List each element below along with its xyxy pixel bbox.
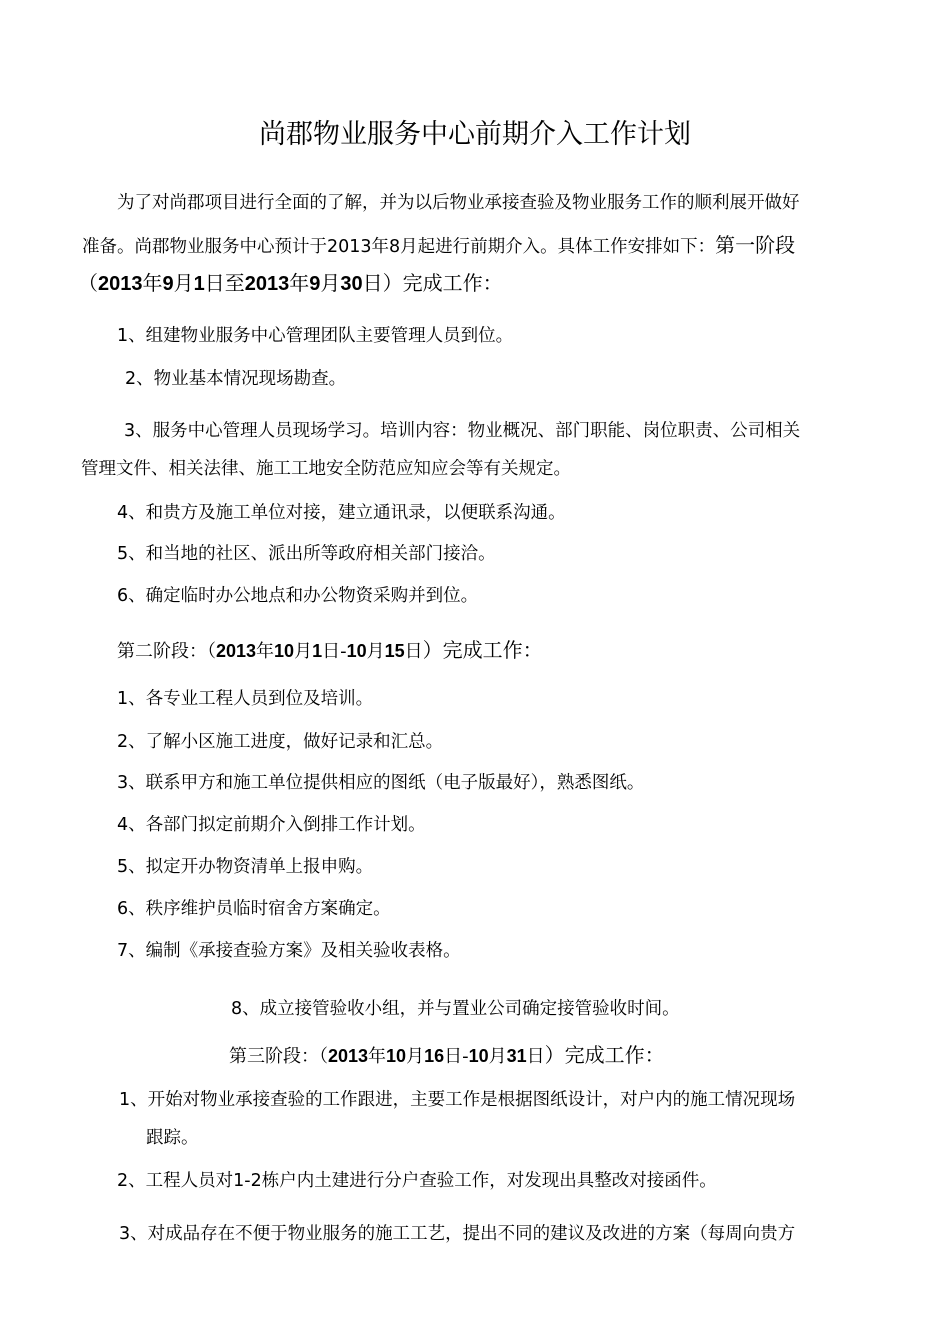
stage3-end-day: 31 bbox=[506, 1046, 527, 1066]
stage2-year-unit: 年 bbox=[256, 641, 275, 662]
stage1-item-3: 3、服务中心管理人员现场学习。培训内容：物业概况、部门职能、岗位职责、公司相关 bbox=[124, 421, 801, 441]
stage2-end-month: 10 bbox=[346, 641, 367, 661]
stage2-item-7: 7、编制《承接查验方案》及相关验收表格。 bbox=[117, 941, 461, 961]
stage3-month-unit-2: 月 bbox=[488, 1046, 507, 1067]
stage1-item-1: 1、组建物业服务中心管理团队主要管理人员到位。 bbox=[117, 326, 514, 346]
stage1-year-unit-2: 年 bbox=[289, 271, 310, 295]
stage1-year-unit-1: 年 bbox=[142, 271, 163, 295]
stage1-item-5: 5、和当地的社区、派出所等政府相关部门接洽。 bbox=[117, 544, 496, 564]
intro-line-2 bbox=[82, 235, 795, 257]
intro-line-2-text: 准备。尚郡物业服务中心预计于2013年8月起进行前期介入。具体工作安排如下： bbox=[82, 237, 716, 257]
stage3-item-3: 3、对成品存在不便于物业服务的施工工艺，提出不同的建议及改进的方案（每周向贵方 bbox=[119, 1224, 796, 1244]
stage1-day-unit-1: 日至 bbox=[204, 271, 245, 295]
stage1-month-unit-2: 月 bbox=[320, 271, 341, 295]
document-title: 尚郡物业服务中心前期介入工作计划 bbox=[259, 119, 691, 150]
stage1-end-day: 30 bbox=[340, 273, 363, 295]
stage2-start-day: 1 bbox=[312, 641, 323, 661]
stage1-end-year: 2013 bbox=[244, 273, 290, 295]
stage1-start-day: 1 bbox=[193, 273, 205, 295]
stage1-month-unit-1: 月 bbox=[173, 271, 194, 295]
stage3-month-unit-1: 月 bbox=[406, 1046, 425, 1067]
stage3-day-unit-2: 日 bbox=[526, 1046, 545, 1067]
stage3-start-month: 10 bbox=[386, 1046, 407, 1066]
stage2-day-unit-2: 日 bbox=[404, 641, 423, 662]
stage2-label: 第二阶段：（ bbox=[117, 641, 216, 662]
stage1-end-month: 9 bbox=[309, 273, 321, 295]
stage3-item-1-cont: 跟踪。 bbox=[146, 1128, 199, 1148]
stage3-year-unit: 年 bbox=[368, 1046, 387, 1067]
stage2-start-month: 10 bbox=[274, 641, 295, 661]
stage2-item-8: 8、成立接管验收小组，并与置业公司确定接管验收时间。 bbox=[231, 999, 680, 1019]
stage3-end-month: 10 bbox=[468, 1046, 489, 1066]
stage2-item-6: 6、秩序维护员临时宿舍方案确定。 bbox=[117, 899, 391, 919]
stage1-item-3-cont: 管理文件、相关法律、施工工地安全防范应知应会等有关规定。 bbox=[81, 459, 571, 479]
stage2-item-5: 5、拟定开办物资清单上报申购。 bbox=[117, 857, 374, 877]
stage1-day-unit-2: 日 bbox=[362, 271, 383, 295]
stage2-day-unit-1: 日- bbox=[322, 641, 347, 662]
stage3-item-2: 2、工程人员对1-2栋户内土建进行分户查验工作，对发现出具整改对接函件。 bbox=[117, 1171, 717, 1191]
stage2-heading bbox=[117, 640, 543, 661]
stage1-item-6: 6、确定临时办公地点和办公物资采购并到位。 bbox=[117, 586, 479, 606]
stage2-month-unit-2: 月 bbox=[366, 641, 385, 662]
stage2-month-unit-1: 月 bbox=[294, 641, 313, 662]
stage3-year: 2013 bbox=[328, 1046, 369, 1066]
stage1-item-2: 2、物业基本情况现场勘查。 bbox=[125, 369, 347, 389]
stage3-day-unit-1: 日- bbox=[444, 1046, 469, 1067]
stage1-start-month: 9 bbox=[162, 273, 174, 295]
stage2-close: ）完成工作： bbox=[422, 638, 543, 662]
stage1-start-year: 2013 bbox=[98, 273, 143, 295]
stage1-close: ）完成工作： bbox=[382, 271, 503, 295]
stage3-start-day: 16 bbox=[424, 1046, 445, 1066]
stage2-end-day: 15 bbox=[384, 641, 405, 661]
stage3-label: 第三阶段：（ bbox=[229, 1046, 328, 1067]
stage2-item-2: 2、了解小区施工进度，做好记录和汇总。 bbox=[117, 732, 444, 752]
stage3-heading bbox=[229, 1045, 665, 1066]
stage1-heading bbox=[78, 273, 503, 294]
stage3-close: ）完成工作： bbox=[544, 1043, 665, 1067]
stage1-heading-label: 第一阶段 bbox=[715, 233, 796, 257]
stage2-item-3: 3、联系甲方和施工单位提供相应的图纸（电子版最好），熟悉图纸。 bbox=[117, 773, 645, 793]
stage1-item-4: 4、和贵方及施工单位对接，建立通讯录，以便联系沟通。 bbox=[117, 503, 566, 523]
intro-line-1: 为了对尚郡项目进行全面的了解，并为以后物业承接查验及物业服务工作的顺利展开做好 bbox=[117, 193, 800, 213]
stage3-item-1: 1、开始对物业承接查验的工作跟进，主要工作是根据图纸设计，对户内的施工情况现场 bbox=[119, 1090, 796, 1110]
stage2-item-1: 1、各专业工程人员到位及培训。 bbox=[117, 689, 374, 709]
stage2-year: 2013 bbox=[216, 641, 257, 661]
stage2-item-4: 4、各部门拟定前期介入倒排工作计划。 bbox=[117, 815, 426, 835]
stage1-open-paren: （ bbox=[78, 271, 98, 295]
